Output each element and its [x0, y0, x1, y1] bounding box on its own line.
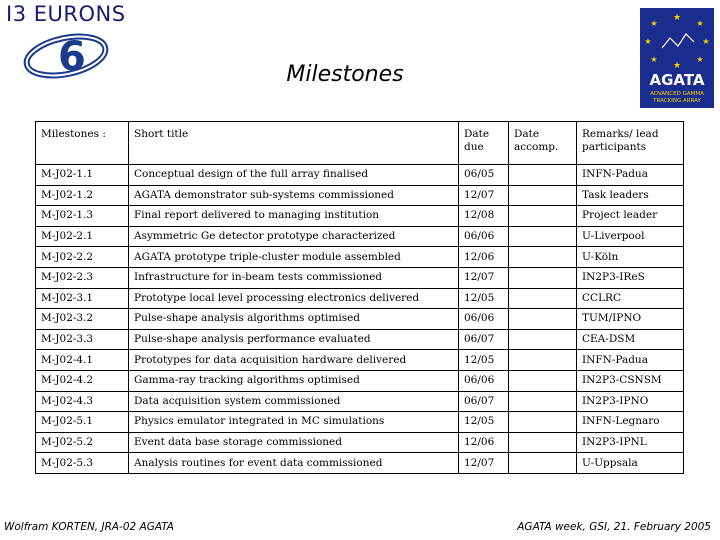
- table-row: [36, 267, 684, 288]
- date-due-cell: 12/05: [459, 350, 509, 371]
- date-due-cell: 06/07: [459, 329, 509, 350]
- short-title-cell: Prototype local level processing electronics delivered: [129, 288, 459, 309]
- short-title-cell: Data acquisition system commissioned: [129, 391, 459, 412]
- agata-logo-name: AGATA: [649, 71, 705, 89]
- date-accomp-cell: [509, 247, 577, 268]
- lead-participant-cell: CEA-DSM: [577, 329, 684, 350]
- short-title-cell: AGATA prototype triple-cluster module assembled: [129, 247, 459, 268]
- date-due-cell: 12/06: [459, 247, 509, 268]
- milestone-id-cell: M-J02-3.1: [36, 288, 129, 309]
- date-accomp-cell: [509, 412, 577, 433]
- table-row: [36, 391, 684, 412]
- footer-event: AGATA week, GSI, 21. February 2005: [517, 521, 711, 533]
- date-due-cell: 06/06: [459, 370, 509, 391]
- date-accomp-cell: [509, 432, 577, 453]
- lead-participant-cell: U-Liverpool: [577, 226, 684, 247]
- logo-star: ★: [696, 19, 704, 28]
- milestone-id-cell: M-J02-1.1: [36, 165, 129, 186]
- date-accomp-cell: [509, 267, 577, 288]
- date-accomp-cell: [509, 185, 577, 206]
- milestone-id-cell: M-J02-5.3: [36, 453, 129, 474]
- table-row: [36, 226, 684, 247]
- table-row: [36, 165, 684, 186]
- date-due-cell: 12/07: [459, 185, 509, 206]
- date-accomp-cell: [509, 350, 577, 371]
- date-accomp-cell: [509, 226, 577, 247]
- date-accomp-cell: [509, 453, 577, 474]
- date-accomp-cell: [509, 329, 577, 350]
- logo-star: ★: [672, 61, 682, 71]
- date-due-cell: 06/06: [459, 226, 509, 247]
- table-body: [36, 165, 684, 474]
- logo-star: ★: [650, 55, 658, 64]
- logo-star: ★: [644, 37, 652, 46]
- date-due-cell: 06/06: [459, 309, 509, 330]
- footer-author: Wolfram KORTEN, JRA-02 AGATA: [4, 521, 174, 533]
- short-title-cell: Infrastructure for in-beam tests commissioned: [129, 267, 459, 288]
- header-short-title: Short title: [129, 122, 459, 165]
- logo-star: ★: [702, 37, 710, 46]
- eu-logo-six: 6: [58, 34, 86, 80]
- lead-participant-cell: INFN-Padua: [577, 350, 684, 371]
- logo-star: ★: [672, 13, 682, 23]
- milestone-id-cell: M-J02-2.3: [36, 267, 129, 288]
- milestone-id-cell: M-J02-3.2: [36, 309, 129, 330]
- date-accomp-cell: [509, 370, 577, 391]
- agata-logo-sub1: ADVANCED GAMMA: [650, 91, 704, 97]
- short-title-cell: Conceptual design of the full array finalised: [129, 165, 459, 186]
- page-title: Milestones: [286, 62, 404, 87]
- lead-participant-cell: CCLRC: [577, 288, 684, 309]
- lead-participant-cell: TUM/IPNO: [577, 309, 684, 330]
- milestone-id-cell: M-J02-4.2: [36, 370, 129, 391]
- table-row: [36, 247, 684, 268]
- table-row: [36, 309, 684, 330]
- short-title-cell: Event data base storage commissioned: [129, 432, 459, 453]
- milestone-id-cell: M-J02-4.3: [36, 391, 129, 412]
- date-accomp-cell: [509, 165, 577, 186]
- header-milestone: Milestones :: [36, 122, 129, 165]
- milestone-id-cell: M-J02-1.2: [36, 185, 129, 206]
- header-date-accomp: Date accomp.: [509, 122, 577, 165]
- lead-participant-cell: Task leaders: [577, 185, 684, 206]
- table-row: [36, 350, 684, 371]
- table-row: [36, 453, 684, 474]
- short-title-cell: Pulse-shape analysis performance evaluated: [129, 329, 459, 350]
- milestones-table: [35, 121, 684, 474]
- short-title-cell: Gamma-ray tracking algorithms optimised: [129, 370, 459, 391]
- logo-star: ★: [696, 55, 704, 64]
- short-title-cell: Final report delivered to managing institution: [129, 206, 459, 227]
- lead-participant-cell: INFN-Legnaro: [577, 412, 684, 433]
- lead-participant-cell: U-Uppsala: [577, 453, 684, 474]
- date-due-cell: 06/07: [459, 391, 509, 412]
- table-row: [36, 185, 684, 206]
- date-accomp-cell: [509, 206, 577, 227]
- short-title-cell: Prototypes for data acquisition hardware delivered: [129, 350, 459, 371]
- table-row: [36, 206, 684, 227]
- table-row: [36, 370, 684, 391]
- milestone-id-cell: M-J02-5.2: [36, 432, 129, 453]
- agata-logo-sub2: TRACKING ARRAY: [653, 98, 701, 104]
- milestone-id-cell: M-J02-4.1: [36, 350, 129, 371]
- date-due-cell: 06/05: [459, 165, 509, 186]
- table-row: [36, 412, 684, 433]
- header-remarks: Remarks/ lead participants: [577, 122, 684, 165]
- lead-participant-cell: IN2P3-IPNL: [577, 432, 684, 453]
- table-row: [36, 432, 684, 453]
- agata-logo: [640, 8, 714, 108]
- logo-star: ★: [650, 19, 658, 28]
- brand-title: I3 EURONS: [6, 2, 126, 26]
- date-accomp-cell: [509, 391, 577, 412]
- short-title-cell: Pulse-shape analysis algorithms optimised: [129, 309, 459, 330]
- milestone-id-cell: M-J02-2.2: [36, 247, 129, 268]
- short-title-cell: Analysis routines for event data commissioned: [129, 453, 459, 474]
- date-due-cell: 12/08: [459, 206, 509, 227]
- date-accomp-cell: [509, 288, 577, 309]
- milestone-id-cell: M-J02-2.1: [36, 226, 129, 247]
- date-due-cell: 12/07: [459, 453, 509, 474]
- table-header-row: [36, 122, 684, 165]
- date-due-cell: 12/06: [459, 432, 509, 453]
- date-due-cell: 12/05: [459, 288, 509, 309]
- date-due-cell: 12/05: [459, 412, 509, 433]
- date-accomp-cell: [509, 309, 577, 330]
- lead-participant-cell: Project leader: [577, 206, 684, 227]
- header-date-due: Date due: [459, 122, 509, 165]
- table-row: [36, 288, 684, 309]
- milestone-id-cell: M-J02-3.3: [36, 329, 129, 350]
- milestone-id-cell: M-J02-5.1: [36, 412, 129, 433]
- lead-participant-cell: IN2P3-IReS: [577, 267, 684, 288]
- table-row: [36, 329, 684, 350]
- short-title-cell: Physics emulator integrated in MC simulations: [129, 412, 459, 433]
- milestone-id-cell: M-J02-1.3: [36, 206, 129, 227]
- short-title-cell: Asymmetric Ge detector prototype characterized: [129, 226, 459, 247]
- short-title-cell: AGATA demonstrator sub-systems commissioned: [129, 185, 459, 206]
- lead-participant-cell: INFN-Padua: [577, 165, 684, 186]
- lead-participant-cell: U-Köln: [577, 247, 684, 268]
- lead-participant-cell: IN2P3-CSNSM: [577, 370, 684, 391]
- date-due-cell: 12/07: [459, 267, 509, 288]
- lead-participant-cell: IN2P3-IPNO: [577, 391, 684, 412]
